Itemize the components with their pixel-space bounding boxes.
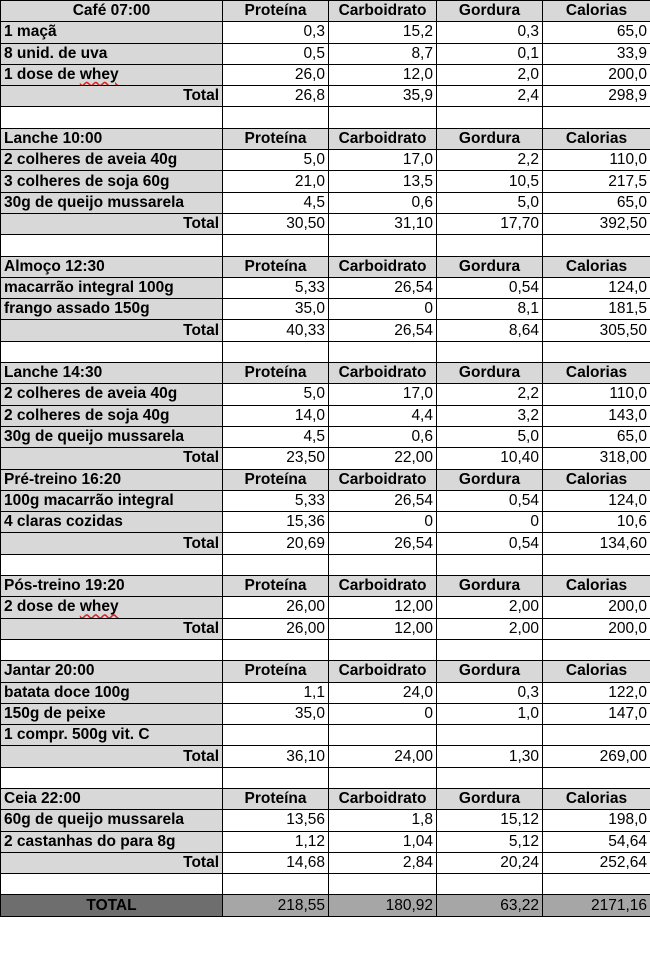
food-item-row <box>1 405 650 426</box>
food-name[interactable] <box>1 810 223 831</box>
total-label[interactable]: Total <box>1 448 223 469</box>
value-cell[interactable]: 1,8 <box>329 810 437 831</box>
value-cell[interactable]: 13,5 <box>329 171 437 192</box>
total-value-cell[interactable]: 298,9 <box>543 86 650 107</box>
column-header[interactable]: Proteína <box>223 256 329 277</box>
value-cell[interactable]: 143,0 <box>543 405 650 426</box>
value-cell[interactable]: 5,0 <box>223 150 329 171</box>
value-cell[interactable]: 17,0 <box>329 150 437 171</box>
spellcheck-word: whey <box>79 66 119 84</box>
empty-cell[interactable] <box>543 639 650 660</box>
food-name[interactable] <box>1 150 223 171</box>
column-header[interactable]: Carboidrato <box>329 363 437 384</box>
total-value-cell[interactable]: 2,4 <box>437 86 543 107</box>
value-cell[interactable]: 110,0 <box>543 384 650 405</box>
value-cell[interactable]: 147,0 <box>543 703 650 724</box>
value-cell[interactable]: 0 <box>329 299 437 320</box>
food-item-row <box>1 810 650 831</box>
value-cell[interactable]: 0,5 <box>223 43 329 64</box>
column-header[interactable]: Proteína <box>223 661 329 682</box>
meal-title[interactable]: Lanche 10:00 <box>1 128 223 149</box>
meal-header-row <box>1 363 650 384</box>
grand-total-row <box>1 895 650 916</box>
value-cell[interactable]: 0,3 <box>437 22 543 43</box>
column-header[interactable]: Carboidrato <box>329 1 437 22</box>
meal-title[interactable]: Almoço 12:30 <box>1 256 223 277</box>
total-value-cell[interactable]: 22,00 <box>329 448 437 469</box>
column-header[interactable]: Carboidrato <box>329 469 437 490</box>
meal-header-row <box>1 576 650 597</box>
value-cell[interactable]: 17,0 <box>329 384 437 405</box>
value-cell[interactable]: 1,12 <box>223 831 329 852</box>
empty-cell[interactable] <box>1 107 223 128</box>
column-header[interactable]: Gordura <box>437 363 543 384</box>
food-name[interactable] <box>1 277 223 298</box>
total-value-cell[interactable]: 14,68 <box>223 852 329 873</box>
column-header[interactable]: Calorias <box>543 363 650 384</box>
empty-cell[interactable] <box>437 554 543 575</box>
value-cell[interactable] <box>223 725 329 746</box>
food-name-text: 3 colheres de soja 60g <box>4 172 170 190</box>
value-cell[interactable]: 8,7 <box>329 43 437 64</box>
column-header[interactable]: Carboidrato <box>329 576 437 597</box>
column-header[interactable]: Carboidrato <box>329 661 437 682</box>
grand-total-label[interactable]: TOTAL <box>1 895 223 916</box>
empty-cell[interactable] <box>543 235 650 256</box>
empty-cell[interactable] <box>543 107 650 128</box>
total-value-cell[interactable]: 252,64 <box>543 852 650 873</box>
empty-cell[interactable] <box>1 874 223 895</box>
empty-cell[interactable] <box>223 639 329 660</box>
empty-cell[interactable] <box>437 639 543 660</box>
total-label[interactable]: Total <box>1 320 223 341</box>
empty-cell[interactable] <box>437 235 543 256</box>
meal-total-row <box>1 213 650 234</box>
meal-header-row <box>1 128 650 149</box>
food-name[interactable] <box>1 192 223 213</box>
value-cell[interactable]: 13,56 <box>223 810 329 831</box>
food-name[interactable] <box>1 512 223 533</box>
value-cell[interactable]: 122,0 <box>543 682 650 703</box>
meal-total-row <box>1 448 650 469</box>
food-name[interactable] <box>1 725 223 746</box>
total-value-cell[interactable]: 200,0 <box>543 618 650 639</box>
meal-title[interactable]: Pós-treino 19:20 <box>1 576 223 597</box>
food-item-row <box>1 426 650 447</box>
empty-cell[interactable] <box>1 554 223 575</box>
food-name[interactable] <box>1 703 223 724</box>
food-item-row <box>1 384 650 405</box>
total-label[interactable]: Total <box>1 618 223 639</box>
total-value-cell[interactable]: 17,70 <box>437 213 543 234</box>
spreadsheet-body <box>1 1 650 917</box>
empty-cell[interactable] <box>223 767 329 788</box>
total-value-cell[interactable]: 12,00 <box>329 618 437 639</box>
food-name-text: 2 colheres de soja 40g <box>4 406 170 424</box>
value-cell[interactable]: 26,54 <box>329 490 437 511</box>
total-value-cell[interactable]: 26,54 <box>329 533 437 554</box>
total-value-cell[interactable]: 30,50 <box>223 213 329 234</box>
column-header[interactable]: Proteína <box>223 363 329 384</box>
value-cell[interactable]: 124,0 <box>543 490 650 511</box>
value-cell[interactable]: 5,33 <box>223 277 329 298</box>
column-header[interactable]: Calorias <box>543 128 650 149</box>
empty-cell[interactable] <box>543 554 650 575</box>
total-value-cell[interactable]: 8,64 <box>437 320 543 341</box>
total-value-cell[interactable]: 23,50 <box>223 448 329 469</box>
food-item-row <box>1 171 650 192</box>
spacer-row <box>1 874 650 895</box>
value-cell[interactable]: 5,12 <box>437 831 543 852</box>
total-value-cell[interactable]: 24,00 <box>329 746 437 767</box>
value-cell[interactable]: 10,6 <box>543 512 650 533</box>
total-label[interactable]: Total <box>1 86 223 107</box>
value-cell[interactable]: 0,54 <box>437 490 543 511</box>
food-item-row <box>1 831 650 852</box>
value-cell[interactable]: 26,00 <box>223 597 329 618</box>
column-header[interactable]: Calorias <box>543 661 650 682</box>
value-cell[interactable]: 0 <box>329 703 437 724</box>
food-name-text: 2 dose de whey <box>4 598 119 616</box>
empty-cell[interactable] <box>223 554 329 575</box>
empty-cell[interactable] <box>329 767 437 788</box>
column-header[interactable]: Gordura <box>437 1 543 22</box>
empty-cell[interactable] <box>437 341 543 362</box>
column-header[interactable]: Carboidrato <box>329 128 437 149</box>
column-header[interactable]: Gordura <box>437 576 543 597</box>
total-label[interactable]: Total <box>1 213 223 234</box>
column-header[interactable]: Gordura <box>437 788 543 809</box>
total-value-cell[interactable]: 26,00 <box>223 618 329 639</box>
food-name[interactable] <box>1 22 223 43</box>
total-value-cell[interactable]: 10,40 <box>437 448 543 469</box>
total-value-cell[interactable]: 2,84 <box>329 852 437 873</box>
food-item-row <box>1 703 650 724</box>
value-cell[interactable] <box>543 725 650 746</box>
meal-title[interactable]: Lanche 14:30 <box>1 363 223 384</box>
empty-cell[interactable] <box>1 341 223 362</box>
value-cell[interactable]: 200,0 <box>543 64 650 85</box>
value-cell[interactable]: 14,0 <box>223 405 329 426</box>
food-name[interactable] <box>1 43 223 64</box>
total-value-cell[interactable]: 269,00 <box>543 746 650 767</box>
column-header[interactable]: Proteína <box>223 576 329 597</box>
value-cell[interactable]: 12,00 <box>329 597 437 618</box>
meal-total-row <box>1 533 650 554</box>
grand-total-value-cell[interactable]: 2171,16 <box>543 895 650 916</box>
total-value-cell[interactable]: 392,50 <box>543 213 650 234</box>
food-name[interactable] <box>1 171 223 192</box>
food-name-text: 1 maçã <box>4 23 57 41</box>
value-cell[interactable]: 5,0 <box>437 426 543 447</box>
food-name[interactable] <box>1 490 223 511</box>
empty-cell[interactable] <box>223 107 329 128</box>
column-header[interactable]: Proteína <box>223 128 329 149</box>
food-name-text: 30g de queijo mussarela <box>4 193 185 211</box>
meal-title[interactable]: Jantar 20:00 <box>1 661 223 682</box>
value-cell[interactable]: 65,0 <box>543 22 650 43</box>
value-cell[interactable]: 0,6 <box>329 192 437 213</box>
column-header[interactable]: Gordura <box>437 128 543 149</box>
value-cell[interactable] <box>437 725 543 746</box>
value-cell[interactable]: 3,2 <box>437 405 543 426</box>
food-name-text: 2 castanhas do para 8g <box>4 832 176 850</box>
meal-header-row <box>1 788 650 809</box>
value-cell[interactable]: 1,0 <box>437 703 543 724</box>
food-name-text: 60g de queijo mussarela <box>4 811 185 829</box>
food-item-row <box>1 512 650 533</box>
food-item-row <box>1 597 650 618</box>
empty-cell[interactable] <box>437 107 543 128</box>
spacer-row <box>1 767 650 788</box>
empty-cell[interactable] <box>329 235 437 256</box>
column-header[interactable]: Calorias <box>543 1 650 22</box>
total-value-cell[interactable]: 36,10 <box>223 746 329 767</box>
empty-cell[interactable] <box>223 874 329 895</box>
value-cell[interactable]: 12,0 <box>329 64 437 85</box>
total-value-cell[interactable]: 0,54 <box>437 533 543 554</box>
empty-cell[interactable] <box>329 639 437 660</box>
value-cell[interactable]: 0 <box>437 512 543 533</box>
value-cell[interactable]: 0 <box>329 512 437 533</box>
food-name[interactable] <box>1 426 223 447</box>
value-cell[interactable]: 21,0 <box>223 171 329 192</box>
value-cell[interactable]: 1,1 <box>223 682 329 703</box>
food-name[interactable] <box>1 405 223 426</box>
value-cell[interactable]: 1,04 <box>329 831 437 852</box>
empty-cell[interactable] <box>223 235 329 256</box>
value-cell[interactable]: 2,2 <box>437 384 543 405</box>
value-cell[interactable]: 181,5 <box>543 299 650 320</box>
value-cell[interactable]: 15,2 <box>329 22 437 43</box>
empty-cell[interactable] <box>329 341 437 362</box>
value-cell[interactable]: 4,5 <box>223 426 329 447</box>
grand-total-value-cell[interactable]: 63,22 <box>437 895 543 916</box>
value-cell[interactable]: 110,0 <box>543 150 650 171</box>
empty-cell[interactable] <box>1 767 223 788</box>
meal-title[interactable]: Pré-treino 16:20 <box>1 469 223 490</box>
value-cell[interactable]: 15,36 <box>223 512 329 533</box>
spacer-row <box>1 107 650 128</box>
value-cell[interactable]: 198,0 <box>543 810 650 831</box>
food-name-text: 4 claras cozidas <box>4 513 123 531</box>
column-header[interactable]: Calorias <box>543 469 650 490</box>
meal-title[interactable]: Café 07:00 <box>1 1 223 22</box>
food-name[interactable] <box>1 831 223 852</box>
empty-cell[interactable] <box>1 639 223 660</box>
total-value-cell[interactable]: 20,24 <box>437 852 543 873</box>
column-header[interactable]: Gordura <box>437 469 543 490</box>
food-name-text: frango assado 150g <box>4 300 150 318</box>
value-cell[interactable]: 24,0 <box>329 682 437 703</box>
column-header[interactable]: Proteína <box>223 788 329 809</box>
food-name-text: 1 dose de whey <box>4 66 119 84</box>
empty-cell[interactable] <box>329 107 437 128</box>
food-item-row <box>1 192 650 213</box>
column-header[interactable]: Gordura <box>437 256 543 277</box>
total-label[interactable]: Total <box>1 852 223 873</box>
meal-total-row <box>1 86 650 107</box>
value-cell[interactable]: 5,0 <box>437 192 543 213</box>
value-cell[interactable]: 35,0 <box>223 703 329 724</box>
spacer-row <box>1 554 650 575</box>
empty-cell[interactable] <box>437 874 543 895</box>
empty-cell[interactable] <box>543 767 650 788</box>
value-cell[interactable]: 26,0 <box>223 64 329 85</box>
meal-title[interactable]: Ceia 22:00 <box>1 788 223 809</box>
value-cell[interactable]: 217,5 <box>543 171 650 192</box>
food-item-row <box>1 682 650 703</box>
value-cell[interactable]: 0,6 <box>329 426 437 447</box>
spacer-row <box>1 235 650 256</box>
food-name-text: 1 compr. 500g vit. C <box>4 726 150 744</box>
empty-cell[interactable] <box>543 341 650 362</box>
food-item-row <box>1 490 650 511</box>
food-name-text: 30g de queijo mussarela <box>4 428 185 446</box>
empty-cell[interactable] <box>437 767 543 788</box>
food-name-text: batata doce 100g <box>4 683 130 701</box>
value-cell[interactable]: 54,64 <box>543 831 650 852</box>
food-name-text: 150g de peixe <box>4 704 106 722</box>
total-label[interactable]: Total <box>1 746 223 767</box>
value-cell[interactable]: 5,33 <box>223 490 329 511</box>
value-cell[interactable]: 15,12 <box>437 810 543 831</box>
column-header[interactable]: Carboidrato <box>329 788 437 809</box>
total-value-cell[interactable]: 305,50 <box>543 320 650 341</box>
meal-total-row <box>1 618 650 639</box>
food-name-text: 100g macarrão integral <box>4 491 174 509</box>
value-cell[interactable]: 0,3 <box>223 22 329 43</box>
value-cell[interactable]: 65,0 <box>543 426 650 447</box>
meal-header-row <box>1 661 650 682</box>
total-value-cell[interactable]: 134,60 <box>543 533 650 554</box>
total-label[interactable]: Total <box>1 533 223 554</box>
empty-cell[interactable] <box>1 235 223 256</box>
food-name[interactable] <box>1 597 223 618</box>
total-value-cell[interactable]: 35,9 <box>329 86 437 107</box>
value-cell[interactable]: 2,00 <box>437 597 543 618</box>
food-name[interactable] <box>1 384 223 405</box>
empty-cell[interactable] <box>329 874 437 895</box>
grand-total-value-cell[interactable]: 180,92 <box>329 895 437 916</box>
column-header[interactable]: Calorias <box>543 788 650 809</box>
meal-total-row <box>1 852 650 873</box>
value-cell[interactable]: 33,9 <box>543 43 650 64</box>
value-cell[interactable]: 35,0 <box>223 299 329 320</box>
total-value-cell[interactable]: 26,54 <box>329 320 437 341</box>
meal-header-row <box>1 1 650 22</box>
value-cell[interactable]: 124,0 <box>543 277 650 298</box>
value-cell[interactable]: 2,2 <box>437 150 543 171</box>
food-name[interactable] <box>1 64 223 85</box>
food-name-text: macarrão integral 100g <box>4 279 174 296</box>
spacer-row <box>1 341 650 362</box>
food-name-text: 8 unid. de uva <box>4 44 108 62</box>
total-value-cell[interactable]: 2,00 <box>437 618 543 639</box>
column-header[interactable]: Calorias <box>543 576 650 597</box>
total-value-cell[interactable]: 1,30 <box>437 746 543 767</box>
meal-header-row <box>1 256 650 277</box>
total-value-cell[interactable]: 20,69 <box>223 533 329 554</box>
value-cell[interactable]: 2,0 <box>437 64 543 85</box>
value-cell[interactable]: 0,3 <box>437 682 543 703</box>
total-value-cell[interactable]: 31,10 <box>329 213 437 234</box>
total-value-cell[interactable]: 318,00 <box>543 448 650 469</box>
total-value-cell[interactable]: 40,33 <box>223 320 329 341</box>
value-cell[interactable] <box>329 725 437 746</box>
food-item-row <box>1 43 650 64</box>
food-item-row <box>1 299 650 320</box>
meal-total-row <box>1 746 650 767</box>
meal-header-row <box>1 469 650 490</box>
empty-cell[interactable] <box>329 554 437 575</box>
spellcheck-word: whey <box>79 598 119 616</box>
meal-total-row <box>1 320 650 341</box>
column-header[interactable]: Proteína <box>223 469 329 490</box>
value-cell[interactable]: 0,1 <box>437 43 543 64</box>
column-header[interactable]: Carboidrato <box>329 256 437 277</box>
value-cell[interactable]: 200,0 <box>543 597 650 618</box>
value-cell[interactable]: 4,5 <box>223 192 329 213</box>
food-name-text: 2 colheres de aveia 40g <box>4 385 178 403</box>
value-cell[interactable]: 4,4 <box>329 405 437 426</box>
column-header[interactable]: Gordura <box>437 661 543 682</box>
total-value-cell[interactable]: 26,8 <box>223 86 329 107</box>
food-item-row <box>1 22 650 43</box>
spacer-row <box>1 639 650 660</box>
column-header[interactable]: Proteína <box>223 1 329 22</box>
value-cell[interactable]: 10,5 <box>437 171 543 192</box>
food-item-row <box>1 64 650 85</box>
food-name-text: 2 colheres de aveia 40g <box>4 151 178 169</box>
food-item-row <box>1 277 650 298</box>
value-cell[interactable]: 65,0 <box>543 192 650 213</box>
empty-cell[interactable] <box>543 874 650 895</box>
column-header[interactable]: Calorias <box>543 256 650 277</box>
empty-cell[interactable] <box>223 341 329 362</box>
value-cell[interactable]: 5,0 <box>223 384 329 405</box>
food-item-row <box>1 150 650 171</box>
grand-total-value-cell[interactable]: 218,55 <box>223 895 329 916</box>
value-cell[interactable]: 26,54 <box>329 277 437 298</box>
value-cell[interactable]: 8,1 <box>437 299 543 320</box>
food-name[interactable] <box>1 682 223 703</box>
food-name[interactable] <box>1 299 223 320</box>
value-cell[interactable]: 0,54 <box>437 277 543 298</box>
food-item-row <box>1 725 650 746</box>
